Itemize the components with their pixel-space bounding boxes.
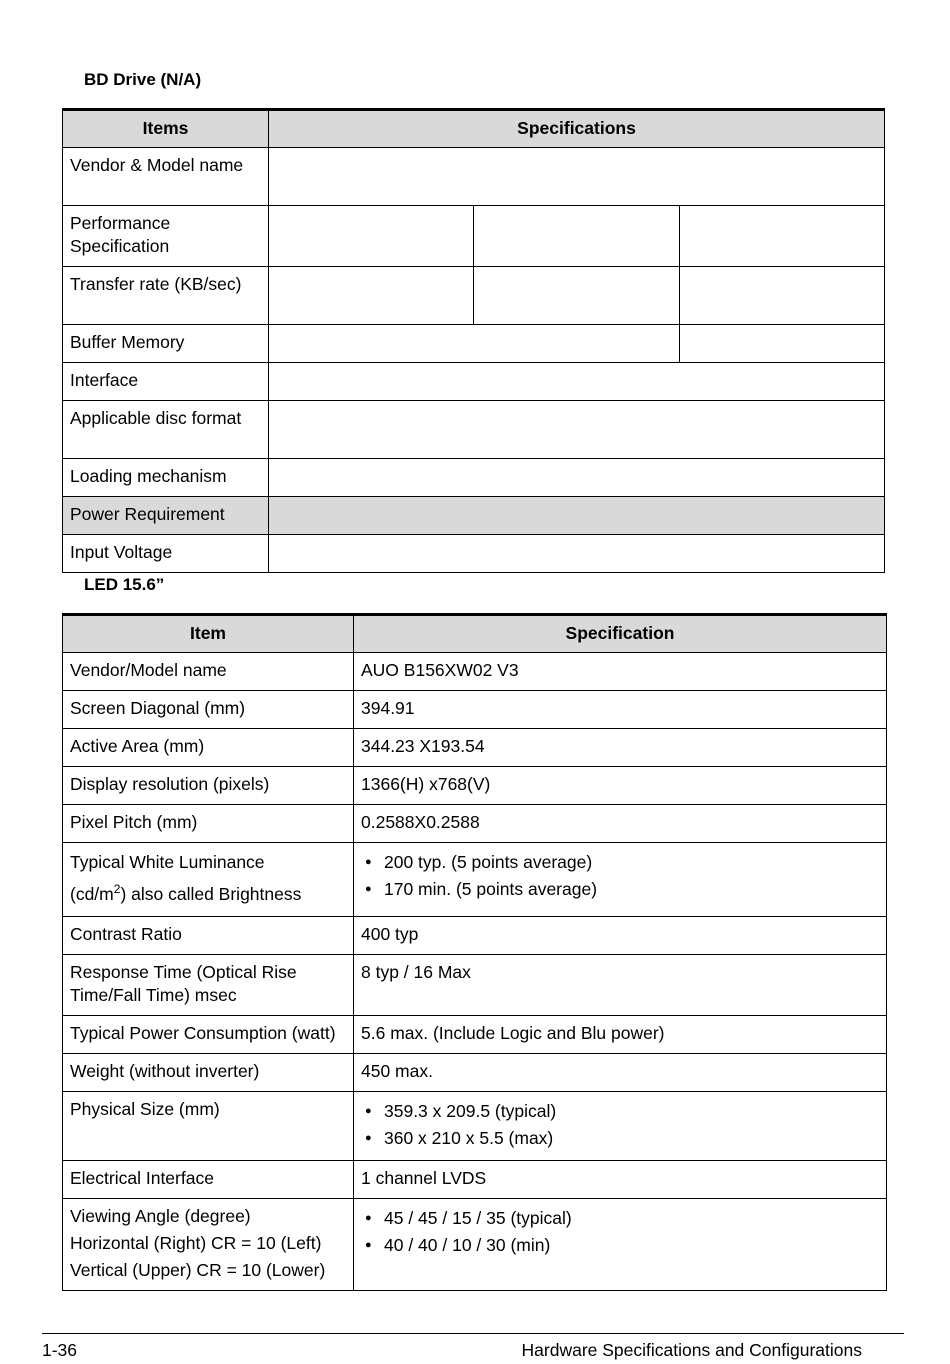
buffer-memory-value-2 bbox=[680, 325, 885, 363]
bd-drive-table bbox=[62, 108, 885, 573]
list-item: ● 200 typ. (5 points average) bbox=[361, 849, 879, 876]
vendor-model-label: Vendor/Model name bbox=[63, 653, 354, 691]
list-item: ● 40 / 40 / 10 / 30 (min) bbox=[361, 1232, 879, 1259]
power-requirement-label: Power Requirement bbox=[63, 497, 269, 535]
led-header-row bbox=[63, 615, 887, 653]
physical-size-value bbox=[354, 1091, 887, 1160]
luminance-label bbox=[63, 843, 354, 917]
table-row bbox=[63, 206, 885, 267]
led-heading: LED 15.6” bbox=[84, 575, 165, 594]
disc-format-value bbox=[269, 401, 885, 459]
table-row bbox=[63, 653, 887, 691]
luminance-unit-prefix: (cd/m bbox=[70, 883, 114, 904]
table-row bbox=[63, 1015, 887, 1053]
active-area-value: 344.23 X193.54 bbox=[354, 729, 887, 767]
table-row bbox=[63, 325, 885, 363]
disc-format-label: Applicable disc format bbox=[63, 401, 269, 459]
viewing-angle-line3: Vertical (Upper) CR = 10 (Lower) bbox=[70, 1259, 326, 1280]
page-number: 1-36 bbox=[42, 1340, 78, 1360]
list-item: ● 170 min. (5 points average) bbox=[361, 876, 879, 903]
items-header: Items bbox=[63, 110, 269, 148]
screen-diagonal-value: 394.91 bbox=[354, 691, 887, 729]
interface-label: Interface bbox=[63, 363, 269, 401]
list-item: ● 45 / 45 / 15 / 35 (typical) bbox=[361, 1205, 879, 1232]
luminance-label-line2 bbox=[70, 876, 346, 908]
vendor-model-label: Vendor & Model name bbox=[63, 148, 269, 206]
power-consumption-value: 5.6 max. (Include Logic and Blu power) bbox=[354, 1015, 887, 1053]
viewing-angle-label bbox=[63, 1198, 354, 1290]
table-row bbox=[63, 916, 887, 954]
weight-label: Weight (without inverter) bbox=[63, 1053, 354, 1091]
footer-section-title: Hardware Specifications and Configurations bbox=[521, 1340, 862, 1360]
performance-label: Performance Specification bbox=[63, 206, 269, 267]
specification-header: Specification bbox=[354, 615, 887, 653]
table-row bbox=[63, 1091, 887, 1160]
bd-drive-heading: BD Drive (N/A) bbox=[84, 70, 202, 89]
response-time-value: 8 typ / 16 Max bbox=[354, 954, 887, 1015]
transfer-rate-value-3 bbox=[680, 267, 885, 325]
physical-size-label: Physical Size (mm) bbox=[63, 1091, 354, 1160]
input-voltage-label: Input Voltage bbox=[63, 535, 269, 573]
performance-value-3 bbox=[680, 206, 885, 267]
power-requirement-value bbox=[269, 497, 885, 535]
table-row bbox=[63, 1160, 887, 1198]
electrical-interface-value: 1 channel LVDS bbox=[354, 1160, 887, 1198]
electrical-interface-label: Electrical Interface bbox=[63, 1160, 354, 1198]
table-row bbox=[63, 843, 887, 917]
table-row bbox=[63, 1053, 887, 1091]
transfer-rate-value-2 bbox=[474, 267, 680, 325]
led-table bbox=[62, 613, 887, 1291]
table-row bbox=[63, 401, 885, 459]
table-row bbox=[63, 691, 887, 729]
performance-value-1 bbox=[269, 206, 474, 267]
table-row bbox=[63, 363, 885, 401]
transfer-rate-value-1 bbox=[269, 267, 474, 325]
table-row bbox=[63, 148, 885, 206]
table-row bbox=[63, 267, 885, 325]
pixel-pitch-value: 0.2588X0.2588 bbox=[354, 805, 887, 843]
luminance-unit-suffix: ) also called Brightness bbox=[120, 883, 302, 904]
interface-value bbox=[269, 363, 885, 401]
buffer-memory-label: Buffer Memory bbox=[63, 325, 269, 363]
vendor-model-value: AUO B156XW02 V3 bbox=[354, 653, 887, 691]
response-time-label: Response Time (Optical Rise Time/Fall Time) msec bbox=[63, 954, 354, 1015]
table-row bbox=[63, 1198, 887, 1290]
viewing-angle-line1: Viewing Angle (degree) bbox=[70, 1205, 251, 1226]
table-row bbox=[63, 767, 887, 805]
table-row bbox=[63, 535, 885, 573]
table-row bbox=[63, 497, 885, 535]
weight-value: 450 max. bbox=[354, 1053, 887, 1091]
luminance-label-line1: Typical White Luminance bbox=[70, 852, 265, 872]
contrast-ratio-label: Contrast Ratio bbox=[63, 916, 354, 954]
list-item: ● 359.3 x 209.5 (typical) bbox=[361, 1098, 879, 1125]
screen-diagonal-label: Screen Diagonal (mm) bbox=[63, 691, 354, 729]
vendor-model-value bbox=[269, 148, 885, 206]
table-row bbox=[63, 459, 885, 497]
resolution-label: Display resolution (pixels) bbox=[63, 767, 354, 805]
input-voltage-value bbox=[269, 535, 885, 573]
table-row bbox=[63, 805, 887, 843]
table-row bbox=[63, 729, 887, 767]
loading-mechanism-value bbox=[269, 459, 885, 497]
power-consumption-label: Typical Power Consumption (watt) bbox=[63, 1015, 354, 1053]
table-row bbox=[63, 954, 887, 1015]
viewing-angle-value bbox=[354, 1198, 887, 1290]
pixel-pitch-label: Pixel Pitch (mm) bbox=[63, 805, 354, 843]
specifications-header: Specifications bbox=[269, 110, 885, 148]
transfer-rate-label: Transfer rate (KB/sec) bbox=[63, 267, 269, 325]
buffer-memory-value-1 bbox=[269, 325, 680, 363]
viewing-angle-line2: Horizontal (Right) CR = 10 (Left) bbox=[70, 1232, 322, 1253]
list-item: ● 360 x 210 x 5.5 (max) bbox=[361, 1125, 879, 1152]
active-area-label: Active Area (mm) bbox=[63, 729, 354, 767]
luminance-value bbox=[354, 843, 887, 917]
contrast-ratio-value: 400 typ bbox=[354, 916, 887, 954]
item-header: Item bbox=[63, 615, 354, 653]
resolution-value: 1366(H) x768(V) bbox=[354, 767, 887, 805]
footer-divider bbox=[42, 1333, 904, 1334]
loading-mechanism-label: Loading mechanism bbox=[63, 459, 269, 497]
performance-value-2 bbox=[474, 206, 680, 267]
luminance-unit-superscript: 2 bbox=[113, 882, 121, 896]
bd-header-row bbox=[63, 110, 885, 148]
